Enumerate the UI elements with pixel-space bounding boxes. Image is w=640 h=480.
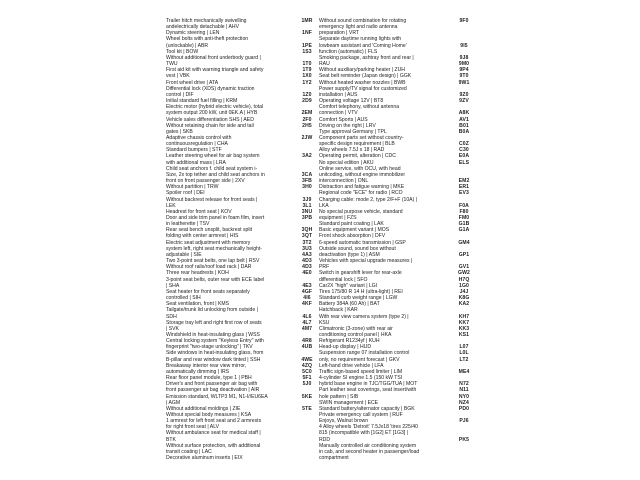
option-code: 9P4	[459, 67, 469, 74]
option-code: 5F1	[302, 375, 312, 382]
option-code: 3U3	[302, 245, 312, 252]
equipment-line: 1 armrest for left front seat and 2 armrests	[166, 418, 262, 425]
option-code: N72	[459, 381, 469, 388]
option-code: GW2	[458, 270, 470, 277]
option-code: PJ6	[459, 418, 469, 425]
equipment-line: function (automatic) | FLS	[319, 48, 378, 55]
equipment-line: continuousregulation | CHA	[166, 141, 228, 148]
equipment-line: Without retaining chain for side and tail	[166, 122, 254, 129]
equipment-line: PRF	[319, 264, 330, 271]
equipment-line: Windshield in heat-insulating glass | WSS	[166, 331, 260, 338]
option-code: N11	[459, 387, 469, 394]
option-code: 9J8	[459, 54, 469, 61]
equipment-line: folding with center armrest | HIS	[166, 233, 239, 240]
option-code: 4A3	[302, 251, 312, 258]
equipment-line: Door and side trim panel in foam film, insert	[166, 215, 265, 221]
equipment-line: conditioning control panel | HKA	[319, 331, 392, 338]
equipment-line: Distraction and fatigue warning | MKE	[319, 184, 405, 191]
equipment-line: SDH	[166, 313, 177, 320]
equipment-line: Operating permit, alteration | CDC	[319, 153, 396, 160]
equipment-line: | SHA	[166, 282, 180, 289]
option-code: 2H5	[302, 122, 312, 129]
option-code: C0Z	[459, 141, 469, 148]
equipment-line: Comfort telephony, without antenna	[319, 104, 400, 111]
equipment-line: preparation | VRT	[319, 30, 360, 37]
option-code: 4D3	[302, 258, 312, 265]
equipment-line: Without heated washer nozzles | BWB	[319, 79, 406, 86]
equipment-line: 4 Alloy wheels 'Detroit' 7.5Jx18 'tires 225/40	[319, 424, 418, 431]
option-code: G1A	[458, 227, 470, 234]
equipment-line: compartment	[319, 455, 349, 462]
equipment-line: TWU	[166, 61, 178, 68]
equipment-line: Vehicle sales differentiation SHS | AED	[166, 116, 254, 123]
option-code: C30	[459, 147, 469, 154]
far-right-code-column	[452, 18, 476, 449]
option-code: KA2	[458, 301, 470, 308]
equipment-line: Electric seat adjustment with memory	[166, 239, 251, 246]
option-code: 5C0	[302, 368, 312, 375]
equipment-line: Component parts set without country-	[319, 134, 404, 141]
option-code: FM0	[458, 215, 470, 221]
equipment-line: Traffic sign-based speed limiter | LIM	[319, 368, 403, 375]
equipment-line: in cab, and second heater in passenger/load	[319, 448, 420, 455]
left-equipment-column	[166, 18, 306, 461]
option-code: KS1	[458, 331, 470, 338]
equipment-line: Refrigerant R1234yf | KUH	[319, 338, 380, 345]
equipment-line: Without auxiliary/parking heater | ZUH	[319, 67, 405, 74]
equipment-line: Differential lock (XDS) dynamic traction	[166, 85, 255, 92]
option-code: 4E3	[302, 282, 312, 289]
equipment-line: Two 3-point seat belts, one lap belt | RSV	[166, 258, 260, 265]
equipment-line: Side windows in heat-insulating glass, from	[166, 350, 264, 357]
option-code: 4I6	[303, 295, 311, 302]
option-code: 9ZV	[459, 98, 469, 105]
equipment-line: Operating voltage 12V | BT8	[319, 98, 384, 105]
equipment-line: Enjoys, Walnut brown	[319, 418, 369, 425]
equipment-line: | SVK	[166, 325, 179, 332]
option-code: EM2	[458, 178, 470, 185]
equipment-line: lowbeam assistant and 'Coming Home'	[319, 42, 407, 49]
option-code: 3A2	[302, 153, 312, 160]
option-code: 2EM	[301, 110, 313, 117]
equipment-line: Emission standard, WLTP3 M1, N1-I//EU6EA	[166, 393, 268, 400]
option-code: 2F0	[302, 116, 312, 123]
option-code: 1Z0	[302, 91, 312, 98]
equipment-line: for right front seat | ALV	[166, 424, 220, 431]
option-code: 2JW	[301, 134, 313, 141]
equipment-line: Head-up display | HUD	[319, 344, 371, 351]
equipment-line: Standard curb weight range | LGW	[319, 295, 398, 302]
option-code: 4L6	[302, 313, 312, 320]
equipment-line: Driver's and front passenger air bag with	[166, 381, 258, 388]
equipment-line: andelectrically detachable | AHV	[166, 24, 239, 31]
option-code: E0A	[458, 153, 470, 160]
equipment-line: Left-hand drive vehicle | LFA	[319, 362, 384, 369]
equipment-line: specific design requirement | BLB	[319, 141, 395, 148]
equipment-line: front passenger air bag deactivation | AIR	[166, 387, 260, 394]
option-code: 5J0	[302, 381, 312, 388]
equipment-line: Battery 384A (60 Ah) | BAT	[319, 301, 380, 308]
option-code: G1B	[458, 221, 470, 228]
option-code: B01	[459, 122, 469, 129]
equipment-line: Dynamic steering | LEN	[166, 30, 220, 37]
equipment-line: Seat belt reminder (Japan design) | GGK	[319, 73, 412, 80]
option-code: 4WE	[301, 356, 313, 363]
option-code: 5TE	[302, 405, 312, 412]
equipment-line: Headrest for front seat | KOV	[166, 208, 232, 215]
equipment-line: Central locking system "Keyless Entry" with	[166, 338, 264, 345]
option-code: 1Y2	[302, 79, 312, 86]
equipment-line: KSU	[319, 319, 330, 326]
option-code: L0L	[459, 350, 469, 357]
equipment-line: Without ambulance seat for medical staff |	[166, 430, 261, 437]
equipment-line: Tool kit | BOW	[166, 48, 199, 55]
option-code: J4J	[459, 288, 469, 295]
option-code: 1S3	[302, 48, 312, 55]
equipment-line: Seat ventilation, front | KMS	[166, 301, 230, 308]
option-code: 4L7	[302, 319, 312, 326]
option-code: AV1	[459, 116, 469, 123]
option-code: 4M7	[301, 325, 313, 332]
option-code: GP1	[458, 251, 470, 258]
equipment-line: only, no requirement forecast | GKV	[319, 356, 400, 363]
equipment-line: Trailer hitch mechanically swivelling	[166, 18, 247, 24]
equipment-line: LEK	[166, 202, 176, 209]
option-code: ELS	[458, 159, 470, 166]
equipment-line: Without additional front underbody guard |	[166, 54, 261, 61]
option-code: F0A	[459, 202, 469, 209]
equipment-line: emergency light and radio antenna	[319, 24, 398, 31]
equipment-line: installation | AUS	[319, 91, 358, 98]
equipment-line: Without partition | TRW	[166, 184, 219, 191]
equipment-line: Initial standard fuel filling | KRM	[166, 98, 238, 105]
equipment-line: gates | SKB	[166, 128, 193, 135]
equipment-line: Without special body measures | KSA	[166, 412, 252, 418]
option-code: KH7	[458, 313, 470, 320]
option-code: 4ZQ	[301, 362, 313, 369]
equipment-line: Without additional moldings | ZIE	[166, 405, 241, 412]
equipment-line: Leather steering wheel for air bag system	[166, 153, 260, 160]
equipment-line: Comfort Sports | AUS	[319, 116, 368, 123]
equipment-line: Front shock absorption | DFV	[319, 233, 386, 240]
equipment-line: Without sound combination for rotating	[319, 18, 407, 24]
equipment-line: Tailgate/trunk lid unlocking from outside |	[166, 307, 258, 314]
option-code: 9Z0	[459, 91, 469, 98]
option-code: B0A	[458, 128, 470, 135]
equipment-line: hole pattern | SIB	[319, 393, 359, 400]
option-code: NZ4	[459, 399, 469, 406]
equipment-line: deactivation (type 1) | ASM	[319, 251, 380, 258]
option-code: 2D9	[302, 98, 312, 105]
equipment-line: equipment | FZS	[319, 215, 357, 221]
equipment-line: Electric motor (hybrid electric vehicle), total	[166, 104, 264, 111]
option-code: 3CA	[301, 171, 313, 178]
option-code: KK3	[458, 325, 470, 332]
option-code: 1G0	[459, 282, 469, 289]
equipment-line: Regional code "ECE" for radio | RCO	[319, 190, 403, 197]
equipment-line: Adaptive chassis control with	[166, 134, 232, 141]
option-code: LT2	[459, 356, 469, 363]
equipment-line: with additional mass | LRA	[166, 159, 226, 166]
equipment-line: Three rear headrests | KOH	[166, 270, 229, 277]
equipment-line: interconnection | ONL	[319, 178, 369, 185]
equipment-line: No special edition | AKU	[319, 159, 374, 166]
equipment-line: Separate daytime running lights with	[319, 36, 402, 43]
right-equipment-column	[319, 18, 451, 461]
equipment-line: Suspension range 07 installation control	[319, 350, 410, 357]
equipment-line: Without roof rails/roof load rack | DAR	[166, 264, 252, 271]
option-code: 1MR	[301, 18, 313, 24]
equipment-line: Smoking package, ashtray front and rear |	[319, 54, 414, 61]
equipment-line: connection | VTV	[319, 110, 358, 117]
equipment-line: hybrid base engine in TJC/TGG/TUA | MOT	[319, 381, 418, 388]
equipment-line: With rear view camera system (type 2) |	[319, 313, 409, 320]
option-code: 3QT	[301, 233, 313, 240]
equipment-line: automatically dimming | IRS	[166, 368, 230, 375]
equipment-line: Basic equipment variant | MOS	[319, 227, 390, 234]
equipment-line: 4-cylinder SI engine 1.5 (150 kW TSI	[319, 375, 403, 382]
equipment-line: Standard bumpers | STF	[166, 147, 222, 154]
option-code: 3NU	[301, 208, 313, 215]
equipment-line: Child seat anchors f. child seat system i-	[166, 165, 258, 172]
option-code: K8G	[458, 295, 470, 302]
option-code: ME4	[458, 368, 470, 375]
option-code: 3H0	[302, 184, 312, 191]
equipment-line: differential lock | SFO	[319, 276, 368, 283]
equipment-line: Seat heater for front seats separately	[166, 288, 250, 295]
option-code: PD0	[458, 405, 470, 412]
option-code: NY0	[458, 393, 470, 400]
option-code: 9T0	[459, 73, 469, 80]
option-code: 9F0	[459, 18, 469, 24]
option-code: KK7	[458, 319, 470, 326]
equipment-line: Hatchback | KAR	[319, 307, 358, 314]
option-code	[296, 412, 318, 418]
option-code: 1NF	[302, 30, 312, 37]
equipment-line: Driving on the right | LRV	[319, 122, 376, 129]
equipment-line: Outside sound, sound box without	[319, 245, 396, 252]
equipment-line: controlled | SIH	[166, 295, 201, 302]
option-code: 4D3	[302, 264, 312, 271]
option-code: 5KE	[301, 393, 313, 400]
equipment-line: Part leather seat coverings, seat insert/with	[319, 387, 417, 394]
equipment-line: Without surface protection, with additional	[166, 442, 261, 449]
equipment-line: Spoiler roof | DEI	[166, 190, 205, 197]
option-code: 4R8	[302, 338, 312, 345]
equipment-line: Wheel bolts with anti-theft protection	[166, 36, 249, 43]
equipment-line: system left, right seat mechanically height-	[166, 245, 262, 252]
equipment-line: 3-point seat belts, outer rear with ECE label	[166, 276, 265, 283]
option-code: 1X0	[302, 73, 312, 80]
equipment-line: B-pillar and rear window dark tinted | SSH	[166, 356, 261, 363]
equipment-line: Vehicles with special upgrade measures |	[319, 258, 413, 265]
option-code: GV1	[458, 264, 470, 271]
option-code: 3QH	[301, 227, 313, 234]
option-code: 3FB	[302, 178, 312, 185]
equipment-line: Rear seat bench unsplit, backrest split	[166, 227, 253, 234]
option-code: 3T2	[302, 239, 312, 246]
equipment-line: Standard paint coating | LAK	[319, 221, 384, 228]
equipment-line: Size, 2x top tether and child seat anchors in	[166, 171, 265, 178]
option-code: 3PB	[301, 215, 313, 221]
equipment-line: transit coating | LAC	[166, 448, 212, 455]
option-code: 9M0	[458, 61, 470, 68]
equipment-line: Power supply/TV signal for customized	[319, 85, 407, 92]
equipment-line: Front wheel drive | ATA	[166, 79, 219, 86]
equipment-line: LKA	[319, 202, 329, 209]
option-code: 1T0	[302, 61, 312, 68]
equipment-line: 6-speed automatic transmission | GSP	[319, 239, 406, 246]
option-code: 1PE	[302, 42, 312, 49]
equipment-line: 815 (incompatible with [1G2] ET [1G3] |	[319, 430, 408, 437]
equipment-line: Without backrest release for front seats |	[166, 196, 258, 203]
equipment-line: Tires 175/80 R 14 H (ultra-light) | REI	[319, 288, 403, 295]
right-code-column	[296, 18, 318, 418]
option-code: L07	[459, 344, 469, 351]
equipment-line: Manually controlled air conditioning system	[319, 442, 417, 449]
equipment-line: SWIN management | ECE	[319, 399, 379, 406]
equipment-line: unitcoding, without engine immobilizer	[319, 171, 406, 178]
option-code: A8K	[458, 110, 470, 117]
equipment-line: Standard battery/alternator capacity | BGK	[319, 405, 415, 412]
option-code: GM4	[458, 239, 470, 246]
equipment-line: First aid kit with warning triangle and safety	[166, 67, 264, 74]
equipment-line: Car2X "high" variant | LGI	[319, 282, 378, 289]
equipment-line: Decorative aluminum inserts | EIX	[166, 455, 243, 462]
option-code: ER1	[458, 184, 470, 191]
equipment-line: Charging cable: mode 2, type 2/F+F (10A) |	[319, 196, 418, 203]
equipment-line: Switch in gearshift lever for rear-axle	[319, 270, 402, 277]
equipment-line: | AGM	[166, 399, 181, 406]
option-code: 4E0	[302, 270, 312, 277]
equipment-line: Type approval Germany | TPL	[319, 128, 387, 135]
equipment-line: system output 200 kW, unit 0EK.A | HYB	[166, 110, 258, 117]
equipment-line: Breakaway interior rear view mirror,	[166, 362, 247, 369]
equipment-line: control | DIF	[166, 91, 194, 98]
equipment-line: BTK	[166, 436, 176, 443]
equipment-line: Private emergency call system | RUF	[319, 412, 403, 418]
equipment-line: in leatherette | TSV	[166, 221, 210, 228]
equipment-line: Rear floor panel module, type 1 | PBH	[166, 375, 252, 382]
equipment-line: adjustable | SIE	[166, 251, 202, 258]
option-code	[452, 443, 476, 449]
option-code: EV3	[459, 190, 469, 197]
option-code: 9I5	[460, 42, 468, 49]
option-code: H7Q	[458, 276, 470, 283]
option-code: 3J9	[302, 196, 312, 203]
option-code: PK5	[458, 436, 470, 443]
option-code: F80	[459, 208, 469, 215]
equipment-line: Online service, with OCU, with head	[319, 165, 401, 172]
equipment-line: RAU	[319, 61, 330, 68]
equipment-line: vest | VBK	[166, 73, 190, 80]
option-code: 9W1	[458, 79, 470, 86]
equipment-line: RDD	[319, 436, 331, 443]
equipment-line: Storage tray left and right first row of seats	[166, 319, 262, 326]
option-code: 3L1	[302, 202, 312, 209]
equipment-line: No special purpose vehicle, standard	[319, 208, 403, 215]
option-code: 1T9	[302, 67, 312, 74]
equipment-line: Alloy wheels 7.5J x 18 | RAD	[319, 147, 385, 154]
equipment-line: Climatronic (3-zone) with rear air	[319, 325, 393, 332]
option-code: 4GF	[301, 288, 313, 295]
option-code: 4KF	[302, 301, 312, 308]
option-code: 4UB	[301, 344, 313, 351]
equipment-line: front on front passenger side | 2XV	[166, 178, 245, 185]
equipment-line: fingerprint "two-stage unlocking" | TKV	[166, 344, 253, 351]
equipment-line: (unlockable) | ABR	[166, 42, 209, 49]
